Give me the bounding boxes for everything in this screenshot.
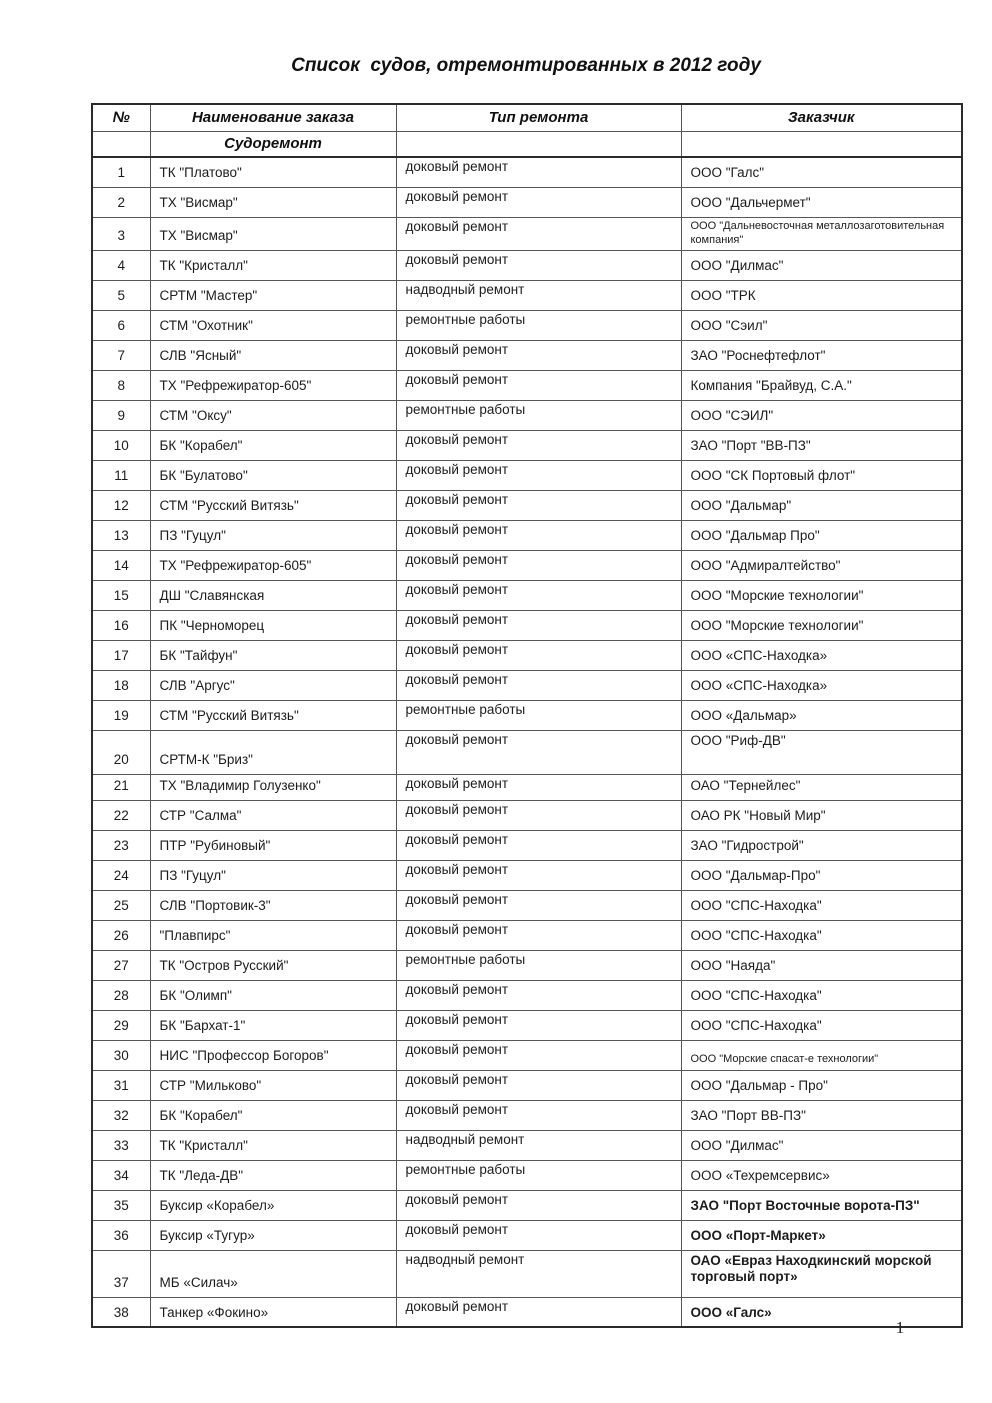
section-title-cell: Судоремонт — [150, 132, 396, 158]
repair-type-cell: ремонтные работы — [396, 950, 681, 980]
row-number-cell: 18 — [92, 670, 150, 700]
row-number-cell: 6 — [92, 310, 150, 340]
table-row — [92, 950, 962, 980]
order-name-cell: ТК "Кристалл" — [150, 250, 396, 280]
table-row — [92, 1070, 962, 1100]
table-row — [92, 774, 962, 800]
order-name-cell: СЛВ "Ясный" — [150, 340, 396, 370]
table-row — [92, 830, 962, 860]
customer-cell: ЗАО "Роснефтефлот" — [681, 340, 962, 370]
col-header-customer: Заказчик — [681, 104, 962, 132]
row-number-cell: 35 — [92, 1190, 150, 1220]
customer-cell: ООО "СПС-Находка" — [681, 920, 962, 950]
row-number-cell: 38 — [92, 1297, 150, 1327]
order-name-cell: БК "Тайфун" — [150, 640, 396, 670]
row-number-cell: 1 — [92, 157, 150, 187]
order-name-cell: "Плавпирс" — [150, 920, 396, 950]
repair-type-cell: доковый ремонт — [396, 430, 681, 460]
repair-type-cell: доковый ремонт — [396, 640, 681, 670]
table-row — [92, 980, 962, 1010]
table-row — [92, 460, 962, 490]
order-name-cell: ПТР "Рубиновый" — [150, 830, 396, 860]
order-name-cell: СРТМ-К "Бриз" — [150, 730, 396, 774]
order-name-cell: ПЗ "Гуцул" — [150, 860, 396, 890]
order-name-cell: Буксир «Корабел» — [150, 1190, 396, 1220]
customer-cell: ООО «СПС-Находка» — [681, 670, 962, 700]
row-number-cell: 19 — [92, 700, 150, 730]
customer-cell: ЗАО "Гидрострой" — [681, 830, 962, 860]
repair-type-cell: доковый ремонт — [396, 460, 681, 490]
customer-cell: ООО «Техремсервис» — [681, 1160, 962, 1190]
row-number-cell: 30 — [92, 1040, 150, 1070]
row-number-cell: 27 — [92, 950, 150, 980]
customer-cell: ООО «Галс» — [681, 1297, 962, 1327]
repair-type-cell: надводный ремонт — [396, 280, 681, 310]
table-row — [92, 670, 962, 700]
customer-cell: ООО «СПС-Находка» — [681, 640, 962, 670]
customer-cell: ООО "Дальмар" — [681, 490, 962, 520]
repair-type-cell: доковый ремонт — [396, 1040, 681, 1070]
table-row — [92, 1190, 962, 1220]
row-number-cell: 9 — [92, 400, 150, 430]
table-row — [92, 187, 962, 217]
table-row — [92, 1297, 962, 1327]
repair-type-cell: доковый ремонт — [396, 1070, 681, 1100]
order-name-cell: ПК "Черноморец — [150, 610, 396, 640]
order-name-cell: СЛВ "Портовик-3" — [150, 890, 396, 920]
row-number-cell: 2 — [92, 187, 150, 217]
section-empty-cell — [681, 132, 962, 158]
table-row — [92, 1040, 962, 1070]
repair-type-cell: ремонтные работы — [396, 310, 681, 340]
table-row — [92, 580, 962, 610]
repair-type-cell: доковый ремонт — [396, 920, 681, 950]
customer-cell: ООО "СПС-Находка" — [681, 1010, 962, 1040]
table-row — [92, 310, 962, 340]
customer-cell: ЗАО "Порт Восточные ворота-ПЗ" — [681, 1190, 962, 1220]
customer-cell: ООО "Наяда" — [681, 950, 962, 980]
order-name-cell: СРТМ "Мастер" — [150, 280, 396, 310]
table-row — [92, 890, 962, 920]
order-name-cell: СТМ "Оксу" — [150, 400, 396, 430]
row-number-cell: 23 — [92, 830, 150, 860]
row-number-cell: 13 — [92, 520, 150, 550]
customer-cell: ООО "Морские спасат-е технологии" — [681, 1040, 962, 1070]
row-number-cell: 14 — [92, 550, 150, 580]
table-row — [92, 860, 962, 890]
repair-type-cell: доковый ремонт — [396, 217, 681, 250]
repair-type-cell: доковый ремонт — [396, 340, 681, 370]
repair-type-cell: доковый ремонт — [396, 800, 681, 830]
row-number-cell: 16 — [92, 610, 150, 640]
page-title: Список судов, отремонтированных в 2012 году — [291, 55, 761, 76]
order-name-cell: БК "Бархат-1" — [150, 1010, 396, 1040]
row-number-cell: 4 — [92, 250, 150, 280]
repair-type-cell: надводный ремонт — [396, 1130, 681, 1160]
order-name-cell: Танкер «Фокино» — [150, 1297, 396, 1327]
row-number-cell: 28 — [92, 980, 150, 1010]
repair-type-cell: доковый ремонт — [396, 520, 681, 550]
order-name-cell: ТХ "Рефрежиратор-605" — [150, 550, 396, 580]
order-name-cell: ТК "Остров Русский" — [150, 950, 396, 980]
table-row — [92, 1010, 962, 1040]
order-name-cell: СТМ "Русский Витязь" — [150, 700, 396, 730]
customer-cell: ОАО "Тернейлес" — [681, 774, 962, 800]
row-number-cell: 26 — [92, 920, 150, 950]
customer-cell: Компания "Брайвуд, С.А." — [681, 370, 962, 400]
table-head — [92, 104, 962, 157]
customer-cell: ООО "Адмиралтейство" — [681, 550, 962, 580]
customer-cell: ООО "СПС-Находка" — [681, 890, 962, 920]
repair-type-cell: доковый ремонт — [396, 370, 681, 400]
order-name-cell: БК "Булатово" — [150, 460, 396, 490]
customer-cell: ООО "Риф-ДВ" — [681, 730, 962, 774]
table-row — [92, 700, 962, 730]
repair-type-cell: доковый ремонт — [396, 550, 681, 580]
section-empty-cell — [396, 132, 681, 158]
repair-type-cell: доковый ремонт — [396, 670, 681, 700]
row-number-cell: 25 — [92, 890, 150, 920]
customer-cell: ООО "СК Портовый флот" — [681, 460, 962, 490]
customer-cell: ОАО «Евраз Находкинский морской торговый порт» — [681, 1250, 962, 1297]
row-number-cell: 22 — [92, 800, 150, 830]
table-row — [92, 340, 962, 370]
repair-type-cell: доковый ремонт — [396, 157, 681, 187]
customer-cell: ООО "Дальмар-Про" — [681, 860, 962, 890]
repair-type-cell: доковый ремонт — [396, 610, 681, 640]
customer-cell: ЗАО "Порт ВВ-ПЗ" — [681, 1100, 962, 1130]
order-name-cell: ТК "Леда-ДВ" — [150, 1160, 396, 1190]
ships-table — [91, 103, 963, 1328]
table-row — [92, 520, 962, 550]
table-body — [92, 157, 962, 1327]
table-row — [92, 1130, 962, 1160]
repair-type-cell: доковый ремонт — [396, 860, 681, 890]
table-row — [92, 250, 962, 280]
table-header-row — [92, 104, 962, 132]
repair-type-cell: доковый ремонт — [396, 774, 681, 800]
table-row — [92, 400, 962, 430]
table-row — [92, 370, 962, 400]
page-number: 1 — [895, 1318, 905, 1337]
col-header-num: № — [92, 104, 150, 132]
row-number-cell: 10 — [92, 430, 150, 460]
table-row — [92, 1100, 962, 1130]
order-name-cell: ТК "Кристалл" — [150, 1130, 396, 1160]
repair-type-cell: доковый ремонт — [396, 1190, 681, 1220]
order-name-cell: БК "Олимп" — [150, 980, 396, 1010]
order-name-cell: ТХ "Висмар" — [150, 217, 396, 250]
repair-type-cell: доковый ремонт — [396, 187, 681, 217]
order-name-cell: СТМ "Охотник" — [150, 310, 396, 340]
customer-cell: ООО «Порт-Маркет» — [681, 1220, 962, 1250]
table-row — [92, 730, 962, 774]
table-row — [92, 1220, 962, 1250]
table-row — [92, 550, 962, 580]
table-row — [92, 490, 962, 520]
repair-type-cell: доковый ремонт — [396, 490, 681, 520]
table-row — [92, 1250, 962, 1297]
customer-cell: ООО "Дилмас" — [681, 1130, 962, 1160]
order-name-cell: СЛВ "Аргус" — [150, 670, 396, 700]
table-section-row — [92, 132, 962, 158]
order-name-cell: МБ «Силач» — [150, 1250, 396, 1297]
row-number-cell: 15 — [92, 580, 150, 610]
table-row — [92, 920, 962, 950]
row-number-cell: 20 — [92, 730, 150, 774]
col-header-type: Тип ремонта — [396, 104, 681, 132]
order-name-cell: СТМ "Русский Витязь" — [150, 490, 396, 520]
repair-type-cell: доковый ремонт — [396, 980, 681, 1010]
customer-cell: ООО "СПС-Находка" — [681, 980, 962, 1010]
row-number-cell: 24 — [92, 860, 150, 890]
table-row — [92, 640, 962, 670]
order-name-cell: НИС "Профессор Богоров" — [150, 1040, 396, 1070]
customer-cell: ООО "Сэил" — [681, 310, 962, 340]
order-name-cell: ДШ "Славянская — [150, 580, 396, 610]
repair-type-cell: надводный ремонт — [396, 1250, 681, 1297]
row-number-cell: 8 — [92, 370, 150, 400]
row-number-cell: 32 — [92, 1100, 150, 1130]
order-name-cell: ПЗ "Гуцул" — [150, 520, 396, 550]
order-name-cell: ТХ "Рефрежиратор-605" — [150, 370, 396, 400]
repair-type-cell: доковый ремонт — [396, 250, 681, 280]
order-name-cell: ТХ "Висмар" — [150, 187, 396, 217]
row-number-cell: 7 — [92, 340, 150, 370]
row-number-cell: 37 — [92, 1250, 150, 1297]
customer-cell: ООО "Морские технологии" — [681, 580, 962, 610]
section-empty-cell — [92, 132, 150, 158]
order-name-cell: БК "Корабел" — [150, 430, 396, 460]
repair-type-cell: доковый ремонт — [396, 730, 681, 774]
repair-type-cell: доковый ремонт — [396, 1010, 681, 1040]
customer-cell: ООО "ТРК — [681, 280, 962, 310]
customer-cell: ООО "Дальневосточная металлозаготовительная компания" — [681, 217, 962, 250]
row-number-cell: 17 — [92, 640, 150, 670]
repair-type-cell: доковый ремонт — [396, 1100, 681, 1130]
row-number-cell: 33 — [92, 1130, 150, 1160]
table-row — [92, 157, 962, 187]
customer-cell: ООО "Дальмар - Про" — [681, 1070, 962, 1100]
order-name-cell: Буксир «Тугур» — [150, 1220, 396, 1250]
customer-cell: ООО "Дальчермет" — [681, 187, 962, 217]
repair-type-cell: ремонтные работы — [396, 1160, 681, 1190]
row-number-cell: 5 — [92, 280, 150, 310]
table-row — [92, 800, 962, 830]
row-number-cell: 36 — [92, 1220, 150, 1250]
repair-type-cell: доковый ремонт — [396, 830, 681, 860]
order-name-cell: ТК "Платово" — [150, 157, 396, 187]
repair-type-cell: доковый ремонт — [396, 580, 681, 610]
customer-cell: ООО "СЭИЛ" — [681, 400, 962, 430]
row-number-cell: 34 — [92, 1160, 150, 1190]
repair-type-cell: ремонтные работы — [396, 400, 681, 430]
repair-type-cell: доковый ремонт — [396, 1220, 681, 1250]
customer-cell: ОАО РК "Новый Мир" — [681, 800, 962, 830]
row-number-cell: 3 — [92, 217, 150, 250]
row-number-cell: 31 — [92, 1070, 150, 1100]
customer-cell: ООО "Морские технологии" — [681, 610, 962, 640]
order-name-cell: СТР "Салма" — [150, 800, 396, 830]
row-number-cell: 21 — [92, 774, 150, 800]
table-row — [92, 280, 962, 310]
table-row — [92, 610, 962, 640]
row-number-cell: 12 — [92, 490, 150, 520]
row-number-cell: 29 — [92, 1010, 150, 1040]
repair-type-cell: доковый ремонт — [396, 1297, 681, 1327]
table-row — [92, 217, 962, 250]
row-number-cell: 11 — [92, 460, 150, 490]
customer-cell: ООО «Дальмар» — [681, 700, 962, 730]
col-header-name: Наименование заказа — [150, 104, 396, 132]
customer-cell: ООО "Галс" — [681, 157, 962, 187]
customer-cell: ЗАО "Порт "ВВ-ПЗ" — [681, 430, 962, 460]
customer-cell: ООО "Дальмар Про" — [681, 520, 962, 550]
table-row — [92, 1160, 962, 1190]
order-name-cell: ТХ "Владимир Голузенко" — [150, 774, 396, 800]
repair-type-cell: ремонтные работы — [396, 700, 681, 730]
table-row — [92, 430, 962, 460]
repair-type-cell: доковый ремонт — [396, 890, 681, 920]
order-name-cell: БК "Корабел" — [150, 1100, 396, 1130]
order-name-cell: СТР "Мильково" — [150, 1070, 396, 1100]
customer-cell: ООО "Дилмас" — [681, 250, 962, 280]
